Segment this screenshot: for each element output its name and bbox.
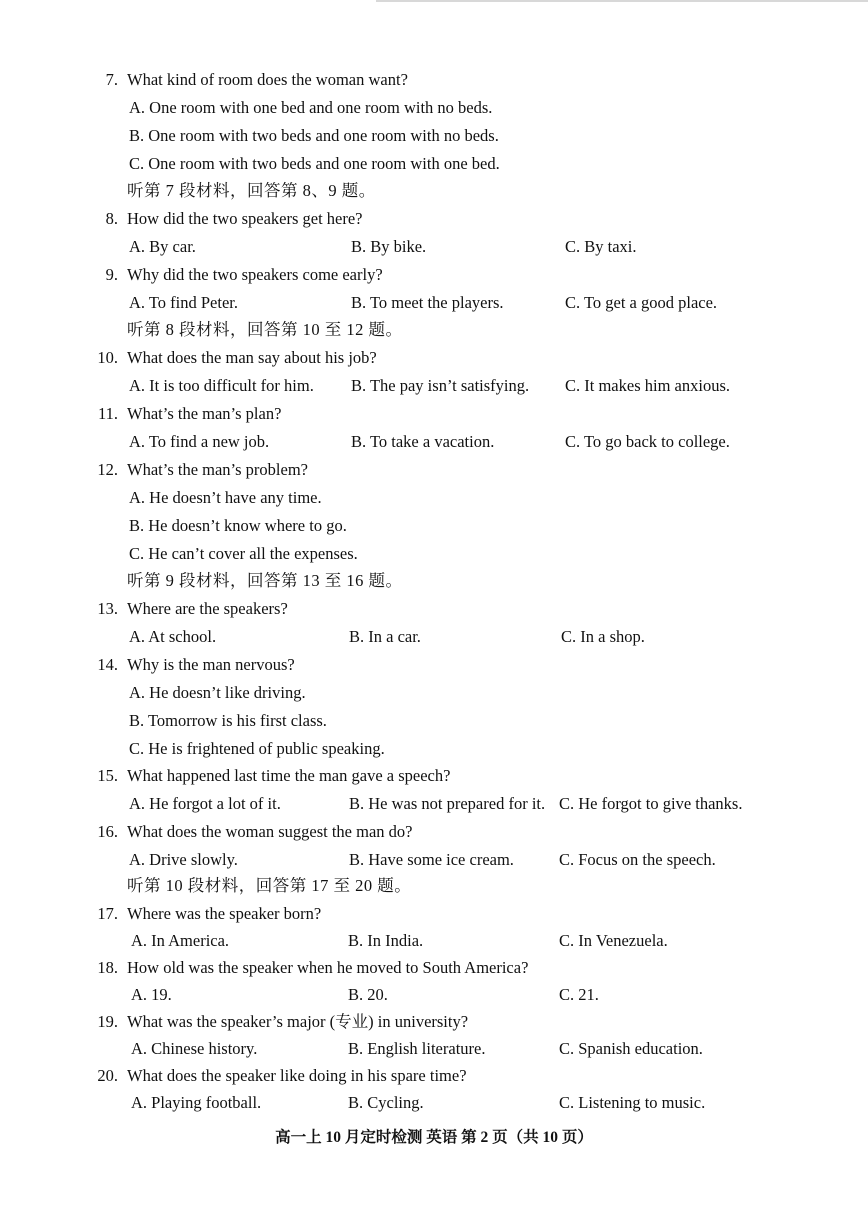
question-text: What does the woman suggest the man do? bbox=[127, 822, 413, 841]
option-a: A. It is too difficult for him. bbox=[129, 376, 314, 395]
option-b: B. He doesn’t know where to go. bbox=[129, 516, 347, 535]
option-c: C. To go back to college. bbox=[565, 432, 730, 451]
question-number: 17. bbox=[97, 904, 118, 923]
option-b: B. In India. bbox=[348, 931, 424, 950]
option-c: C. One room with two beds and one room with one bed. bbox=[129, 154, 500, 173]
option-a: A. Drive slowly. bbox=[129, 850, 238, 869]
question-text: What’s the man’s plan? bbox=[127, 404, 282, 423]
option-c: C. It makes him anxious. bbox=[565, 376, 730, 395]
question-text: What was the speaker’s major (专业) in university? bbox=[127, 1012, 469, 1031]
option-c: C. Focus on the speech. bbox=[559, 850, 716, 869]
option-b: B. The pay isn’t satisfying. bbox=[351, 376, 530, 395]
question-text: Why did the two speakers come early? bbox=[127, 265, 383, 284]
option-a: A. To find a new job. bbox=[129, 432, 270, 451]
question-text: What does the man say about his job? bbox=[127, 348, 377, 367]
option-b: B. One room with two beds and one room with no beds. bbox=[129, 126, 499, 145]
question-text: How did the two speakers get here? bbox=[127, 209, 363, 228]
option-a: A. In America. bbox=[131, 931, 230, 950]
question-number: 13. bbox=[97, 599, 118, 618]
section-instruction: 听第 10 段材料，回答第 17 至 20 题。 bbox=[127, 876, 412, 895]
option-c: C. To get a good place. bbox=[565, 293, 718, 312]
option-b: B. To meet the players. bbox=[351, 293, 504, 312]
option-c: C. In a shop. bbox=[561, 627, 645, 646]
option-b: B. He was not prepared for it. bbox=[349, 794, 546, 813]
question-number: 7. bbox=[105, 70, 118, 89]
question-text: What does the speaker like doing in his spare time? bbox=[127, 1066, 467, 1085]
question-number: 12. bbox=[97, 460, 118, 479]
question-number: 8. bbox=[105, 209, 118, 228]
option-b: B. In a car. bbox=[349, 627, 421, 646]
question-text: Where was the speaker born? bbox=[127, 904, 322, 923]
option-c: C. He forgot to give thanks. bbox=[559, 794, 743, 813]
page-footer: 高一上 10 月定时检测 英语 第 2 页（共 10 页） bbox=[275, 1129, 593, 1146]
option-b: B. To take a vacation. bbox=[351, 432, 495, 451]
option-b: B. Tomorrow is his first class. bbox=[129, 711, 327, 730]
question-number: 10. bbox=[97, 348, 118, 367]
option-a: A. Playing football. bbox=[131, 1093, 262, 1112]
option-c: C. He is frightened of public speaking. bbox=[129, 739, 385, 758]
option-a: A. 19. bbox=[131, 985, 172, 1004]
option-b: B. By bike. bbox=[351, 237, 427, 256]
option-a: A. He doesn’t have any time. bbox=[129, 488, 322, 507]
option-a: A. One room with one bed and one room with no beds. bbox=[129, 98, 493, 117]
option-c: C. Listening to music. bbox=[559, 1093, 706, 1112]
option-c: C. In Venezuela. bbox=[559, 931, 668, 950]
question-text: How old was the speaker when he moved to South America? bbox=[127, 958, 529, 977]
scan-edge bbox=[376, 0, 868, 2]
question-text: What’s the man’s problem? bbox=[127, 460, 308, 479]
option-b: B. English literature. bbox=[348, 1039, 486, 1058]
question-number: 9. bbox=[105, 265, 118, 284]
option-a: A. At school. bbox=[129, 627, 217, 646]
option-a: A. He forgot a lot of it. bbox=[129, 794, 281, 813]
option-b: B. Cycling. bbox=[348, 1093, 424, 1112]
section-instruction: 听第 8 段材料，回答第 10 至 12 题。 bbox=[127, 320, 403, 339]
option-c: C. By taxi. bbox=[565, 237, 637, 256]
question-number: 15. bbox=[97, 766, 118, 785]
question-number: 14. bbox=[97, 655, 118, 674]
question-text: Where are the speakers? bbox=[127, 599, 288, 618]
question-text: Why is the man nervous? bbox=[127, 655, 295, 674]
question-text: What kind of room does the woman want? bbox=[127, 70, 408, 89]
question-number: 11. bbox=[97, 404, 118, 423]
section-instruction: 听第 9 段材料，回答第 13 至 16 题。 bbox=[127, 571, 403, 590]
option-b: B. Have some ice cream. bbox=[349, 850, 514, 869]
question-number: 20. bbox=[97, 1066, 118, 1085]
question-number: 19. bbox=[97, 1012, 118, 1031]
option-a: A. He doesn’t like driving. bbox=[129, 683, 306, 702]
option-a: A. Chinese history. bbox=[131, 1039, 258, 1058]
option-c: C. 21. bbox=[559, 985, 599, 1004]
option-a: A. By car. bbox=[129, 237, 196, 256]
question-text: What happened last time the man gave a speech? bbox=[127, 766, 451, 785]
option-c: C. Spanish education. bbox=[559, 1039, 703, 1058]
section-instruction: 听第 7 段材料，回答第 8、9 题。 bbox=[127, 181, 376, 200]
option-c: C. He can’t cover all the expenses. bbox=[129, 544, 358, 563]
question-number: 16. bbox=[97, 822, 118, 841]
question-number: 18. bbox=[97, 958, 118, 977]
option-b: B. 20. bbox=[348, 985, 388, 1004]
option-a: A. To find Peter. bbox=[129, 293, 238, 312]
